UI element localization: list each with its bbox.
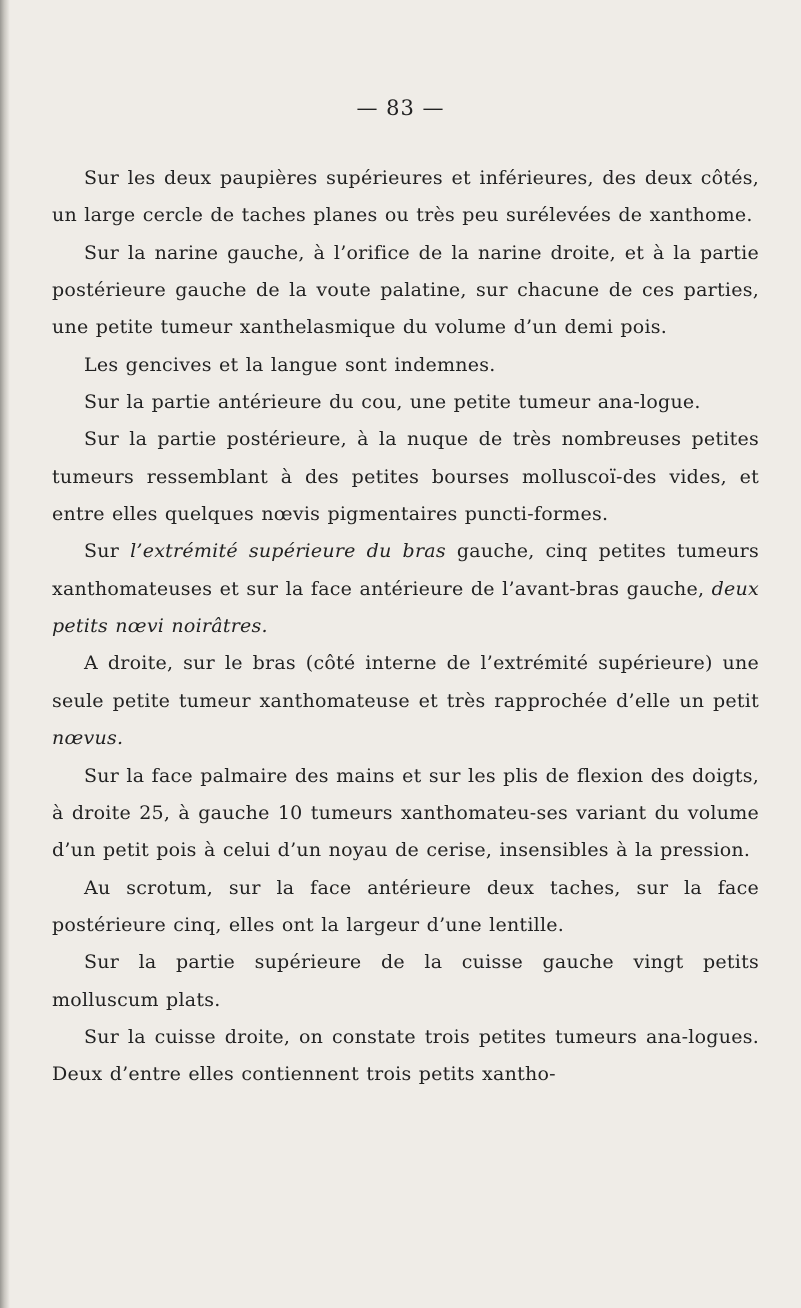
text-run: Sur les deux paupières supérieures et inférieures, des deux côtés, un large cercle de taches planes ou très peu surélevées de xanthome.	[52, 167, 759, 227]
text-run: Sur la cuisse droite, on constate trois petites tumeurs ana-logues. Deux d’entre elles contiennent trois petits xantho-	[52, 1025, 759, 1086]
text-run: Sur la narine gauche, à l’orifice de la narine droite, et à la partie postérieure gauche de la voute palatine, sur chacune de ces parties, une petite tumeur xanthelasmique du volume d’un demi pois.	[52, 241, 759, 339]
text-run: Au scrotum, sur la face antérieure deux taches, sur la face postérieure cinq, elles ont la largeur d’une lentille.	[52, 876, 759, 936]
italic-run: deux petits nœvi noirâtres.	[52, 577, 759, 638]
page-number: — 83 —	[356, 96, 445, 120]
paragraph	[52, 421, 759, 533]
italic-run: nœvus.	[52, 727, 124, 750]
paragraph	[52, 645, 759, 757]
text-run: A droite, sur le bras (côté interne de l’extrémité supérieure) une seule petite tumeur xanthomateuse et très rapprochée d’elle un petit	[52, 652, 759, 712]
paragraph	[52, 944, 759, 1019]
paragraph	[52, 533, 759, 645]
text-run: Sur	[84, 540, 131, 563]
text-run: Sur la partie supérieure de la cuisse gauche vingt petits molluscum plats.	[52, 951, 759, 1011]
paragraph	[52, 160, 759, 235]
page-left-edge-shadow	[0, 0, 10, 1308]
body-text	[52, 160, 759, 1094]
paragraph	[52, 1019, 759, 1094]
text-run: Sur la partie antérieure du cou, une petite tumeur ana-logue.	[84, 391, 701, 414]
text-run: gauche, cinq petites tumeurs xanthomateuses et sur la face antérieure de l’avant-bras gauche,	[52, 540, 760, 600]
text-run: Sur la face palmaire des mains et sur les plis de flexion des doigts, à droite 25, à gauche 10 tumeurs xanthomateu-ses variant du volume d’un petit pois à celui d’un noyau de cerise, insensibles à la pression.	[52, 764, 759, 862]
paragraph	[52, 758, 759, 870]
text-run: Sur la partie postérieure, à la nuque de très nombreuses petites tumeurs ressemblant à des petites bourses molluscoï-des vides, et entre elles quelques nœvis pigmentaires puncti-formes.	[52, 428, 759, 526]
paragraph	[52, 235, 759, 347]
italic-run: l’extrémité supérieure du bras	[130, 540, 446, 563]
text-run: Les gencives et la langue sont indemnes.	[84, 353, 496, 376]
paragraph	[52, 347, 759, 384]
paragraph	[52, 384, 759, 421]
paragraph	[52, 870, 759, 945]
